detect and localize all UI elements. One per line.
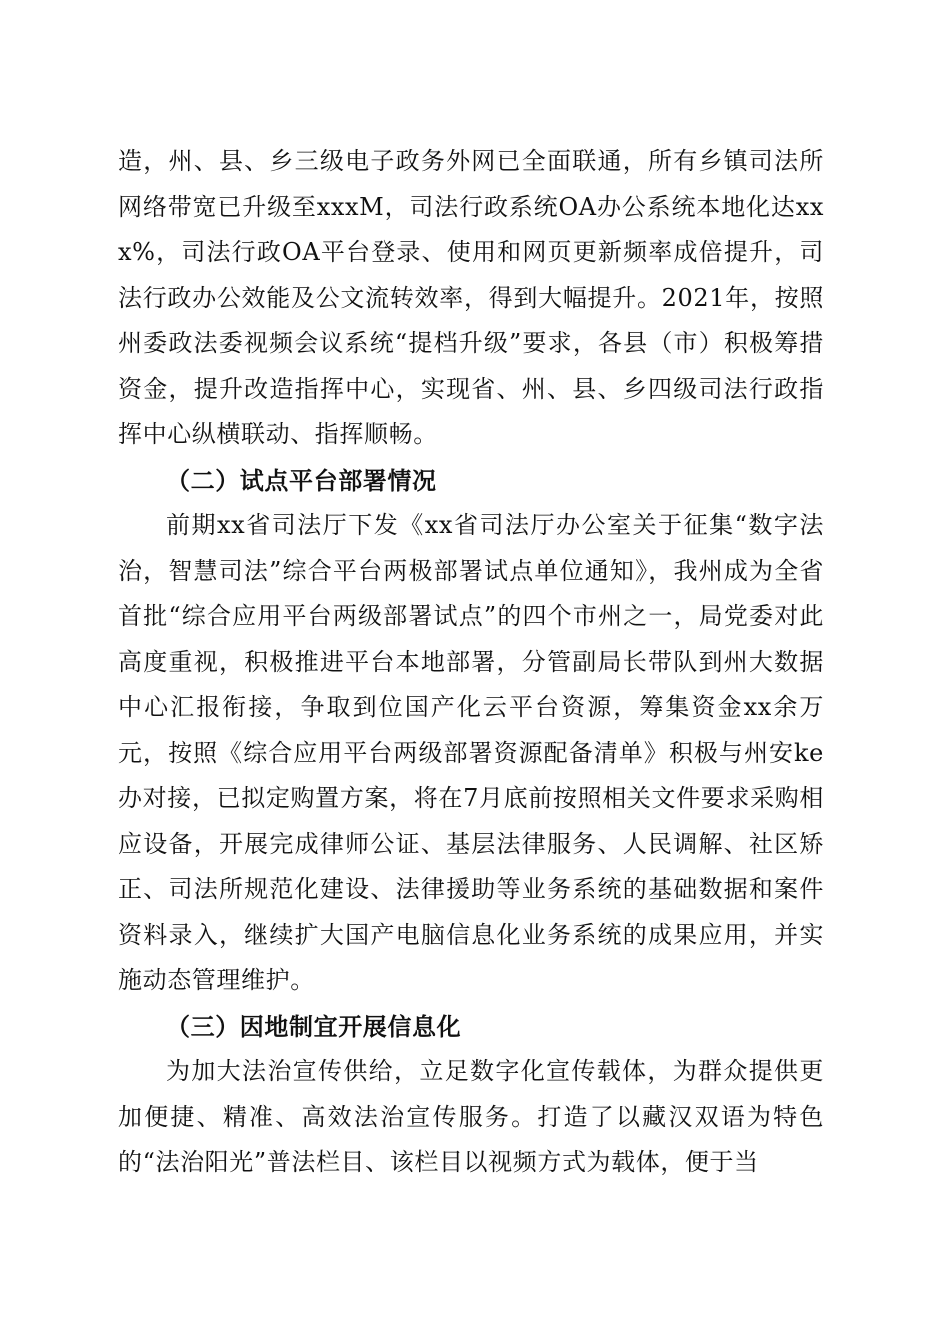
document-body bbox=[118, 139, 824, 1186]
paragraph-local-informatization: 为加大法治宣传供给，立足数字化宣传载体，为群众提供更加便捷、精准、高效法治宣传服务。打造了以藏汉双语为特色的“法治阳光”普法栏目、该栏目以视频方式为载体，便于当 bbox=[118, 1057, 824, 1176]
paragraph-continued: 造，州、县、乡三级电子政务外网已全面联通，所有乡镇司法所网络带宽已升级至xxxM，司法行政系统OA办公系统本地化达xxx%，司法行政OA平台登录、使用和网页更新频率成倍提升，司法行政办公效能及公文流转效率，得到大幅提升。2021年，按照州委政法委视频会议系统“提档升级”要求，各县（市）积极筹措资金，提升改造指挥中心，实现省、州、县、乡四级司法行政指挥中心纵横联动、指挥顺畅。 bbox=[118, 147, 824, 448]
paragraph-pilot-platform: 前期xx省司法厅下发《xx省司法厅办公室关于征集“数字法治，智慧司法”综合平台两极部署试点单位通知》，我州成为全省首批“综合应用平台两级部署试点”的四个市州之一，局党委对此高度重视，积极推进平台本地部署，分管副局长带队到州大数据中心汇报衔接，争取到位国产化云平台资源，筹集资金xx余万元，按照《综合应用平台两级部署资源配备清单》积极与州安ke办对接，已拟定购置方案，将在7月底前按照相关文件要求采购相应设备，开展完成律师公证、基层法律服务、人民调解、社区矫正、司法所规范化建设、法律援助等业务系统的基础数据和案件资料录入，继续扩大国产电脑信息化业务系统的成果应用，并实施动态管理维护。 bbox=[118, 511, 824, 994]
section-heading-pilot-platform: （二）试点平台部署情况 bbox=[166, 465, 437, 495]
section-heading-local-informatization: （三）因地制宜开展信息化 bbox=[166, 1011, 462, 1041]
